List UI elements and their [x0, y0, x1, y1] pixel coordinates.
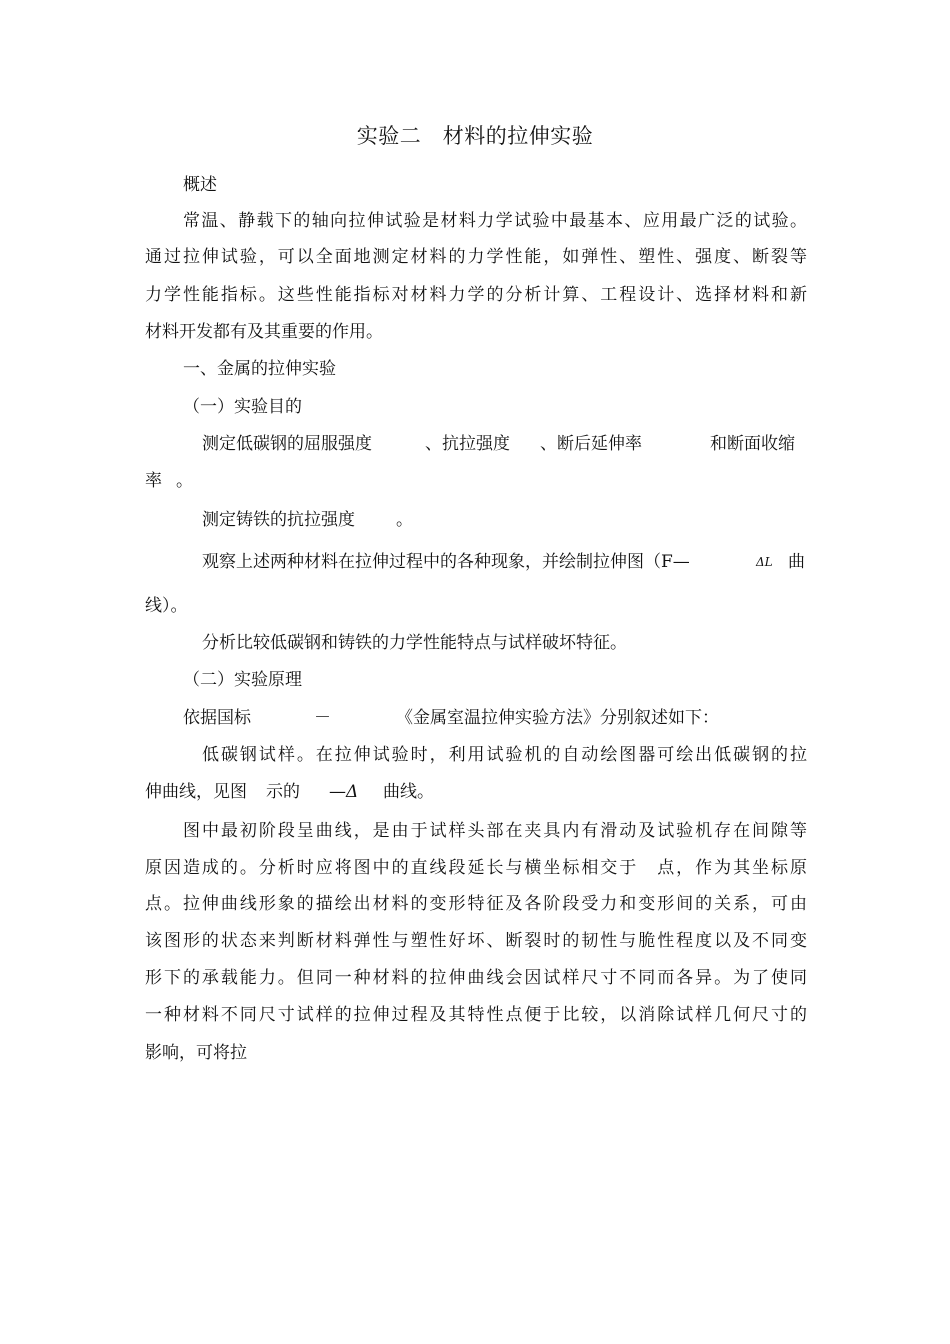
sub1-heading: （一）实验目的	[183, 397, 302, 417]
purpose-item4: 分析比较低碳钢和铸铁的力学性能特点与试样破坏特征。	[202, 633, 627, 653]
purpose-item2-b: 。	[396, 510, 413, 530]
para-line-6: 一种材料不同尺寸试样的拉伸过程及其特性点便于比较，以消除试样几何尺寸的	[145, 1005, 807, 1025]
section1-heading: 一、金属的拉伸实验	[183, 359, 336, 379]
steel-line-2-symbol	[329, 781, 358, 803]
principle-basis-dash: －	[314, 708, 331, 728]
overview-line-2: 通过拉伸试验，可以全面地测定材料的力学性能，如弹性、塑性、强度、断裂等	[145, 247, 807, 267]
steel-line-1: 低碳钢试样。在拉伸试验时，利用试验机的自动绘图器可绘出低碳钢的拉	[202, 745, 807, 765]
purpose-item3-c: 线）。	[145, 596, 188, 616]
sub2-heading: （二）实验原理	[183, 670, 302, 690]
delta-l-symbol: ΔL	[756, 555, 773, 569]
f-delta-symbol: —Δ	[329, 782, 359, 802]
steel-line-2c: 曲线。	[383, 782, 434, 802]
overview-line-3: 力学性能指标。这些性能指标对材料力学的分析计算、工程设计、选择材料和新	[145, 285, 807, 305]
purpose-item1-b: 、抗拉强度	[425, 434, 510, 454]
purpose-item3-symbol	[756, 551, 773, 578]
para-line-5: 形下的承载能力。但同一种材料的拉伸曲线会因试样尺寸不同而各异。为了使同	[145, 968, 807, 988]
page-title: 实验二 材料的拉伸实验	[356, 124, 594, 148]
purpose-item2-a: 测定铸铁的抗拉强度	[202, 510, 355, 530]
purpose-item1-f: 。	[176, 471, 193, 491]
purpose-item3-b: 曲	[788, 552, 805, 572]
overview-line-4: 材料开发都有及其重要的作用。	[145, 322, 383, 342]
para-line-4: 该图形的状态来判断材料弹性与塑性好坏、断裂时的韧性与脆性程度以及不同变	[145, 931, 807, 951]
overview-line-1: 常温、静载下的轴向拉伸试验是材料力学试验中最基本、应用最广泛的试验。	[183, 211, 807, 231]
para-line-1: 图中最初阶段呈曲线，是由于试样头部在夹具内有滑动及试验机存在间隙等	[183, 821, 807, 841]
steel-line-2b: 示的	[266, 782, 300, 802]
purpose-item1-c: 、断后延伸率	[540, 434, 642, 454]
purpose-item1-d: 和断面收缩	[710, 434, 795, 454]
purpose-item1-e: 率	[145, 471, 162, 491]
purpose-item1-a: 测定低碳钢的屈服强度	[202, 434, 372, 454]
principle-basis-b: 《金属室温拉伸实验方法》分别叙述如下：	[396, 708, 719, 728]
para-line-3: 点。拉伸曲线形象的描绘出材料的变形特征及各阶段受力和变形间的关系，可由	[145, 894, 807, 914]
steel-line-2a: 伸曲线，见图	[145, 782, 247, 802]
para-last-line: 影响，可将拉	[145, 1043, 247, 1063]
principle-basis-a: 依据国标	[183, 708, 251, 728]
purpose-item3-a: 观察上述两种材料在拉伸过程中的各种现象，并绘制拉伸图（F—	[202, 552, 690, 572]
overview-heading: 概述	[183, 175, 217, 195]
para-line-2: 原因造成的。分析时应将图中的直线段延长与横坐标相交于 点，作为其坐标原	[145, 858, 807, 878]
